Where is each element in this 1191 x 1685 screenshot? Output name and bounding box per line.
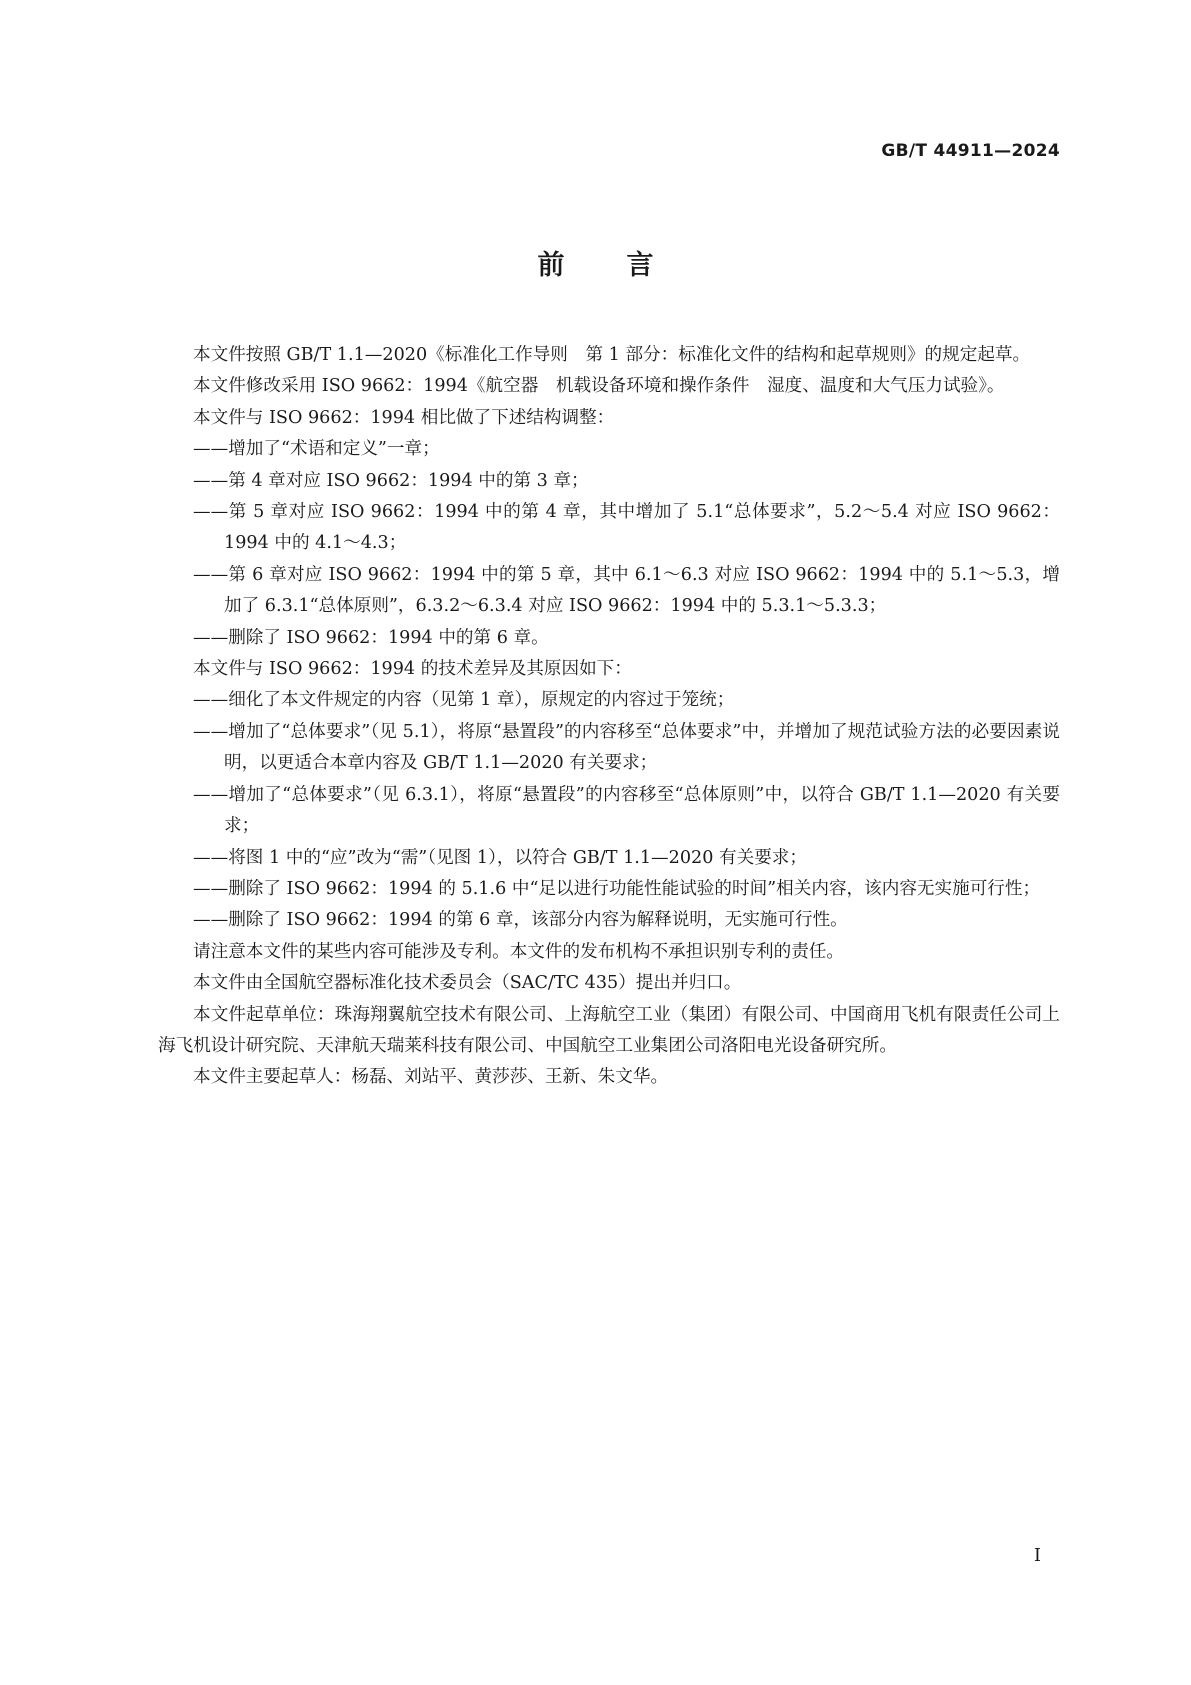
standard-code: GB/T 44911—2024 bbox=[881, 141, 1060, 161]
structure-change-item: ——第 4 章对应 ISO 9662：1994 中的第 3 章； bbox=[193, 470, 589, 491]
paragraph-adoption: 本文件修改采用 ISO 9662：1994《航空器 机载设备环境和操作条件 湿度、温度和大气压力试验》。 bbox=[193, 376, 1005, 397]
paragraph-drafters: 本文件主要起草人：杨磊、刘站平、黄莎莎、王新、朱文华。 bbox=[193, 1067, 669, 1088]
paragraph-tech-diff-intro: 本文件与 ISO 9662：1994 的技术差异及其原因如下： bbox=[193, 659, 632, 680]
tech-difference-item: ——删除了 ISO 9662：1994 的第 6 章，该部分内容为解释说明，无实施可行性。 bbox=[193, 910, 848, 931]
paragraph-committee: 本文件由全国航空器标准化技术委员会（SAC/TC 435）提出并归口。 bbox=[193, 973, 742, 994]
structure-change-item: ——第 5 章对应 ISO 9662：1994 中的第 4 章，其中增加了 5.1“总体要求”，5.2～5.4 对应 ISO 9662：1994 中的 4.1～4.3； bbox=[193, 502, 1060, 554]
page-title: 前言 bbox=[537, 250, 716, 281]
structure-change-item: ——增加了“术语和定义”一章； bbox=[193, 439, 440, 460]
tech-difference-item: ——细化了本文件规定的内容（见第 1 章），原规定的内容过于笼统； bbox=[193, 690, 735, 711]
tech-difference-item: ——增加了“总体要求”（见 5.1），将原“悬置段”的内容移至“总体要求”中，并增加了规范试验方法的必要因素说明，以更适合本章内容及 GB/T 1.1—2020 有关要求； bbox=[193, 721, 1060, 774]
tech-difference-item: ——增加了“总体要求”（见 6.3.1），将原“悬置段”的内容移至“总体原则”中，以符合 GB/T 1.1—2020 有关要求； bbox=[193, 784, 1060, 837]
structure-change-item: ——第 6 章对应 ISO 9662：1994 中的第 5 章，其中 6.1～6.3 对应 ISO 9662：1994 中的 5.1～5.3，增加了 6.3.1“总体原则”，6.3.2～6.3.4 对应 ISO 9662：1994 中的 5.3.1～5.3.3； bbox=[193, 564, 1060, 617]
paragraph-drafting-basis: 本文件按照 GB/T 1.1—2020《标准化工作导则 第 1 部分：标准化文件的结构和起草规则》的规定起草。 bbox=[193, 345, 1031, 365]
tech-difference-item: ——将图 1 中的“应”改为“需”（见图 1），以符合 GB/T 1.1—2020 有关要求； bbox=[193, 847, 807, 868]
page-number: I bbox=[1033, 1545, 1041, 1566]
paragraph-structure-intro: 本文件与 ISO 9662：1994 相比做了下述结构调整： bbox=[193, 407, 615, 428]
tech-difference-item: ——删除了 ISO 9662：1994 的 5.1.6 中“足以进行功能性能试验的时间”相关内容，该内容无实施可行性； bbox=[193, 878, 1041, 899]
paragraph-drafting-units: 本文件起草单位：珠海翔翼航空技术有限公司、上海航空工业（集团）有限公司、中国商用飞机有限责任公司上海飞机设计研究院、天津航天瑞莱科技有限公司、中国航空工业集团公司洛阳电光设备研究所。 bbox=[158, 1004, 1060, 1056]
foreword-body bbox=[158, 340, 1060, 1094]
structure-change-item: ——删除了 ISO 9662：1994 中的第 6 章。 bbox=[193, 627, 549, 648]
paragraph-patent-notice: 请注意本文件的某些内容可能涉及专利。本文件的发布机构不承担识别专利的责任。 bbox=[193, 941, 844, 962]
